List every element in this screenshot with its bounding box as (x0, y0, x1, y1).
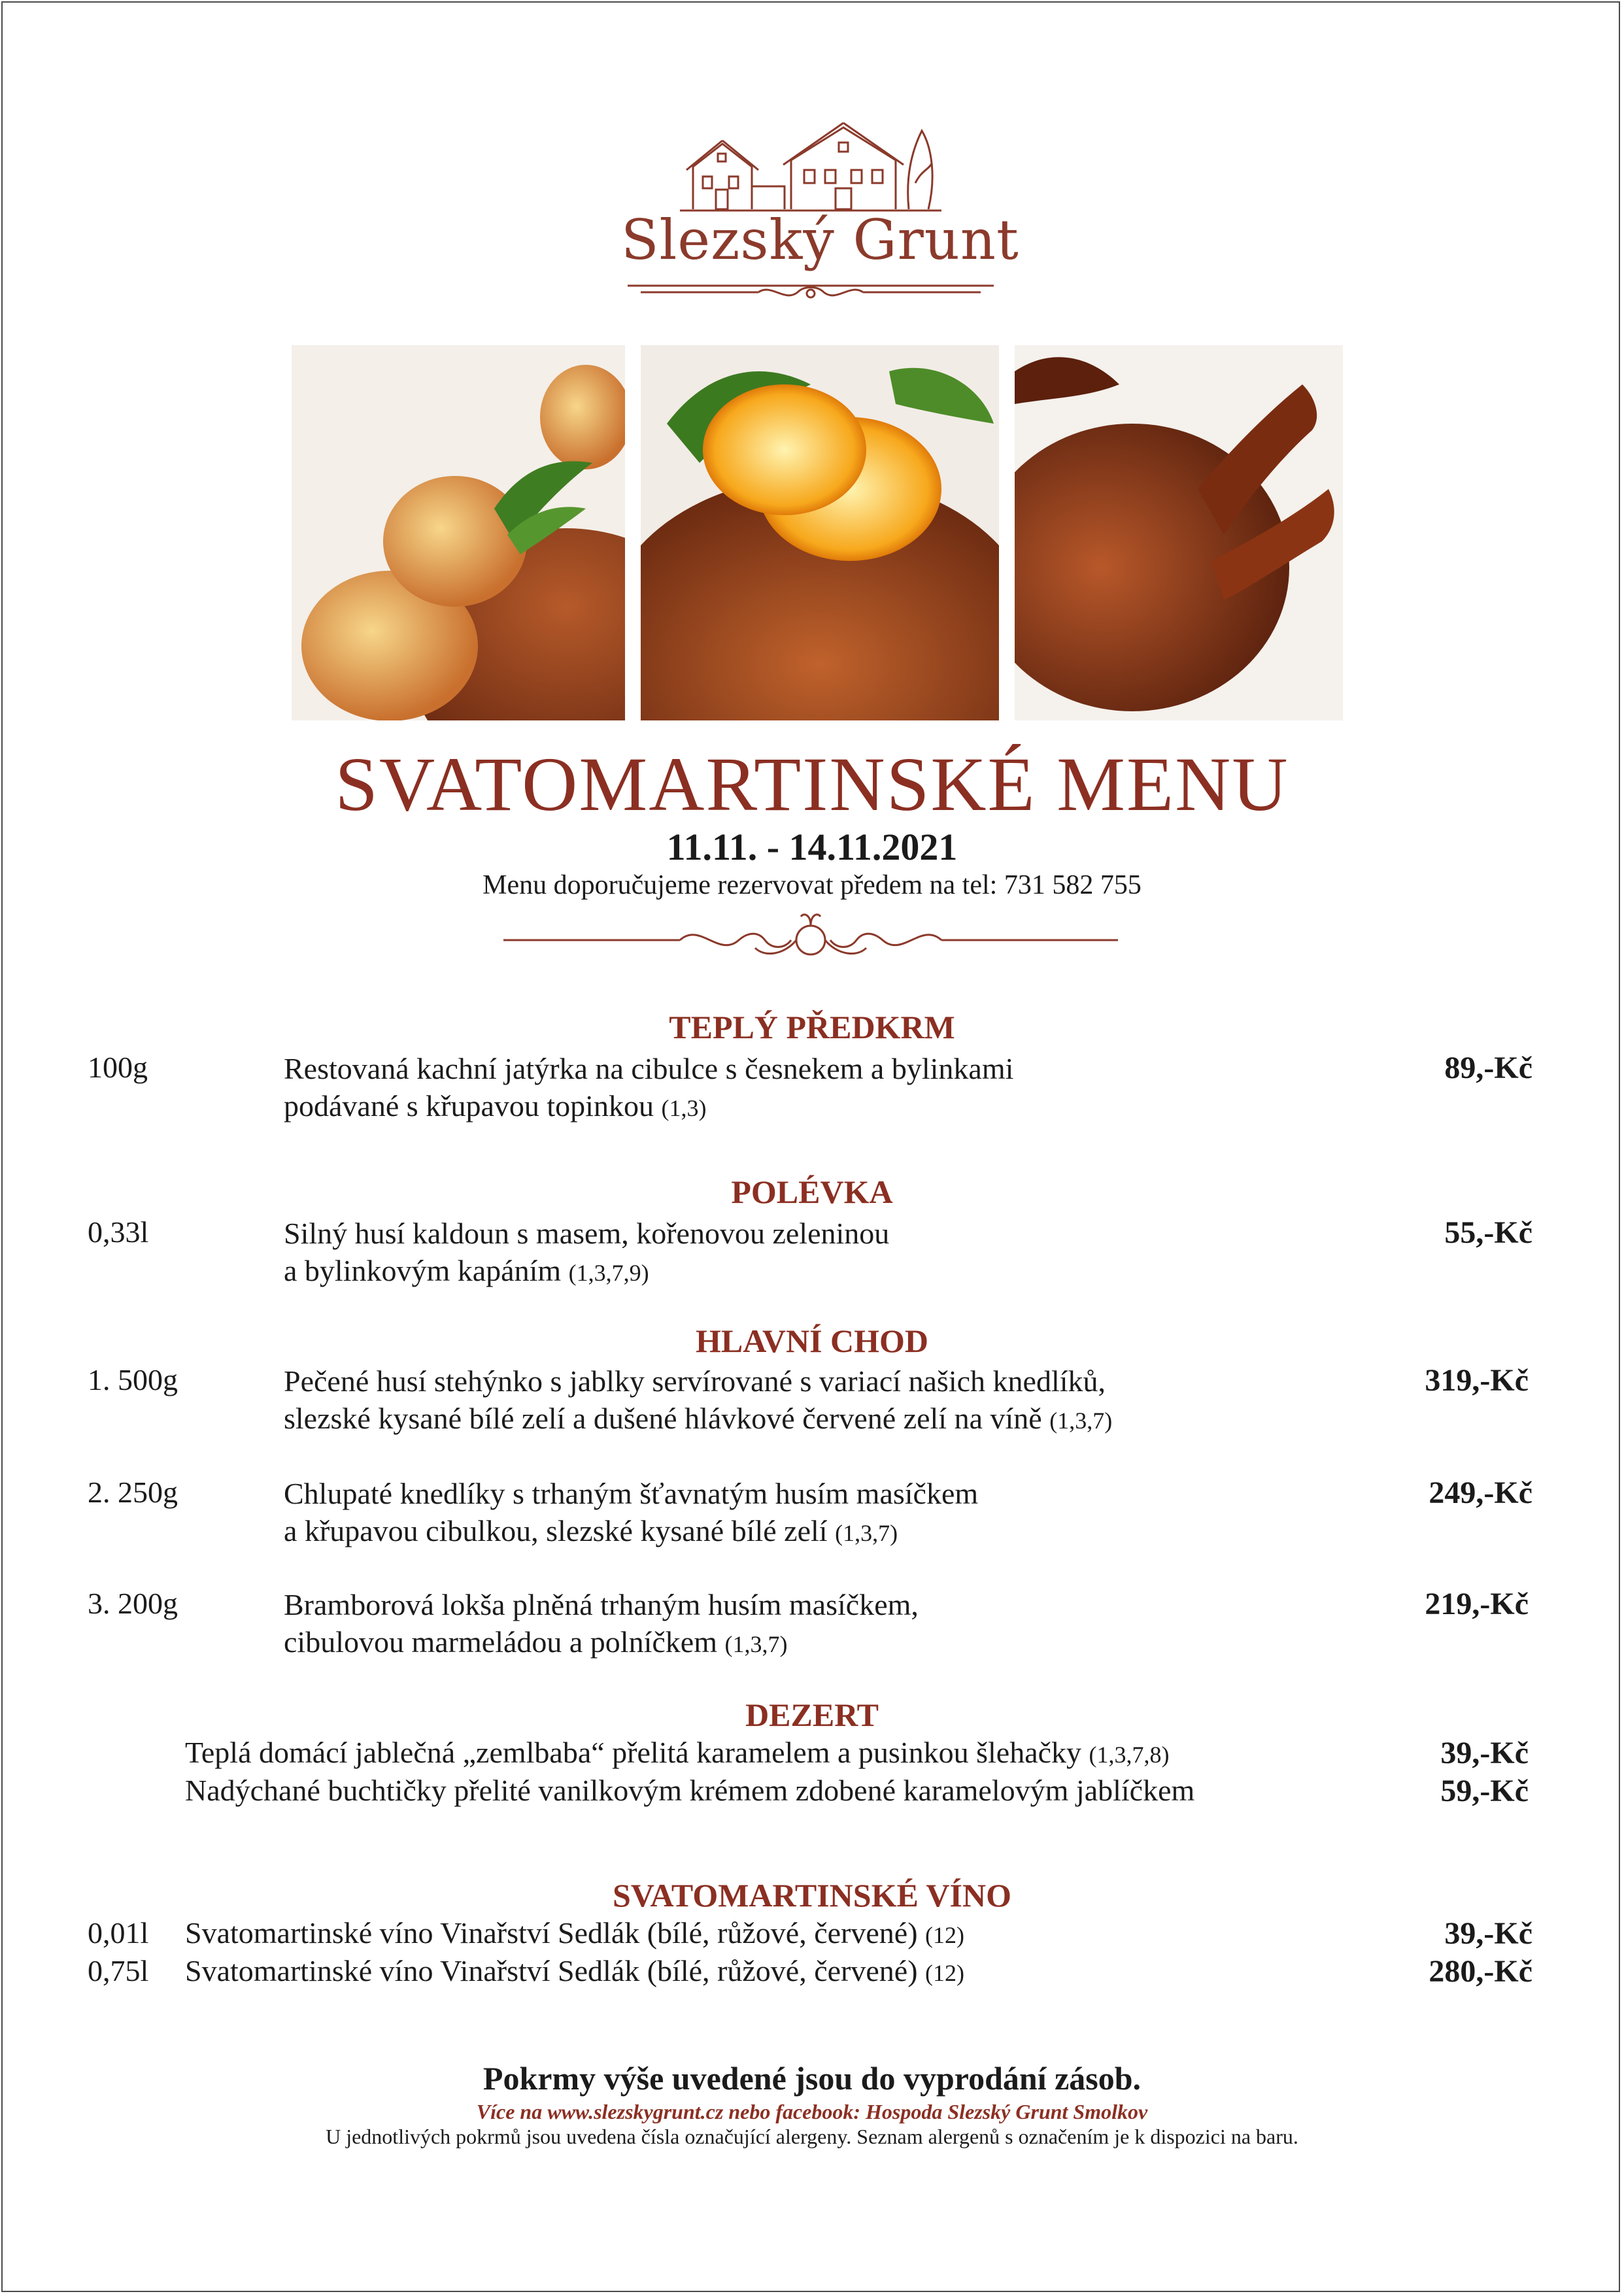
logo-flourish-ornament (628, 278, 994, 304)
starter-quantity: 100g (88, 1051, 148, 1084)
flourish-divider-ornament (503, 909, 1118, 968)
wine-item-price: 280,-Kč (1429, 1954, 1532, 1989)
photo-goose-orange (641, 345, 999, 720)
allergens-note: U jednotlivých pokrmů jsou uvedena čísla označující alergeny. Seznam alergenů s označením je k dispozici na baru. (326, 2125, 1298, 2148)
main-item-price: 219,-Kč (1425, 1587, 1529, 1621)
section-heading-dessert: DEZERT (745, 1697, 879, 1733)
main-item-quantity: 2. 250g (88, 1476, 178, 1509)
wine-item-description: Svatomartinské víno Vinařství Sedlák (bílé, růžové, červené) (12) (185, 1916, 964, 1950)
dessert-item-price: 59,-Kč (1440, 1774, 1529, 1808)
section-heading-starter: TEPLÝ PŘEDKRM (669, 1009, 955, 1045)
photo-baked-apples (292, 345, 625, 720)
soup-description: Silný husí kaldoun s masem, kořenovou zeleninou a bylinkovým kapáním (1,3,7,9) (284, 1217, 890, 1287)
allergen-codes: (1,3) (661, 1095, 707, 1121)
allergen-codes: (1,3,7,9) (568, 1260, 649, 1286)
main-item-quantity: 1. 500g (88, 1363, 178, 1396)
logo-buildings-drawing (680, 105, 941, 222)
main-item-description: Chlupaté knedlíky s trhaným šťavnatým husím masíčkem a křupavou cibulkou, slezské kysané bílé zelí (1,3,7) (284, 1477, 979, 1547)
wine-item-quantity: 0,01l (88, 1916, 149, 1950)
dessert-item-description: Nadýchané buchtičky přelité vanilkovým krémem zdobené karamelovým jablíčkem (185, 1774, 1195, 1807)
allergen-codes: (12) (925, 1960, 964, 1986)
soup-quantity: 0,33l (88, 1215, 149, 1249)
section-heading-main: HLAVNÍ CHOD (695, 1323, 929, 1359)
main-item-description: Bramborová lokša plněná trhaným husím masíčkem, cibulovou marmeládou a polníčkem (1,3,7) (284, 1588, 919, 1659)
menu-dates: 11.11. - 14.11.2021 (666, 826, 958, 868)
allergen-codes: (1,3,7) (1049, 1408, 1113, 1434)
main-item-quantity: 3. 200g (88, 1587, 178, 1620)
main-item-price: 319,-Kč (1425, 1363, 1529, 1398)
main-item-description: Pečené husí stehýnko s jablky servírované s variací našich knedlíků, slezské kysané bílé zelí a dušené hlávkové červené zelí na víně (1,3,7) (284, 1364, 1113, 1435)
allergen-codes: (12) (925, 1922, 964, 1948)
soup-price: 55,-Kč (1444, 1215, 1532, 1250)
section-heading-soup: POLÉVKA (731, 1173, 893, 1210)
dessert-item-description: Teplá domácí jablečná „zemlbaba“ přelitá karamelem a pusinkou šlehačky (1,3,7,8) (185, 1736, 1170, 1769)
section-heading-wine: SVATOMARTINSKÉ VÍNO (613, 1877, 1011, 1914)
starter-description: Restovaná kachní jatýrka na cibulce s česnekem a bylinkami podávané s křupavou topinkou (1,3) (284, 1052, 1014, 1123)
wine-item-quantity: 0,75l (88, 1954, 149, 1987)
dessert-item-price: 39,-Kč (1440, 1736, 1529, 1770)
wine-item-price: 39,-Kč (1444, 1916, 1532, 1951)
website-facebook-note: Více na www.slezskygrunt.cz nebo facebook: Hospoda Slezský Grunt Smolkov (476, 2100, 1148, 2123)
availability-note: Pokrmy výše uvedené jsou do vyprodání zásob. (482, 2060, 1142, 2097)
allergen-codes: (1,3,7,8) (1089, 1742, 1170, 1768)
allergen-codes: (1,3,7) (724, 1631, 788, 1657)
photo-goose-leg (1015, 345, 1343, 720)
reservation-note: Menu doporučujeme rezervovat předem na tel: 731 582 755 (482, 870, 1142, 900)
menu-title: SVATOMARTINSKÉ MENU (335, 741, 1289, 827)
allergen-codes: (1,3,7) (835, 1520, 898, 1546)
starter-price: 89,-Kč (1444, 1051, 1532, 1085)
logo-name: Slezský Grunt (621, 208, 1019, 272)
wine-item-description: Svatomartinské víno Vinařství Sedlák (bílé, růžové, červené) (12) (185, 1954, 964, 1987)
main-item-price: 249,-Kč (1429, 1476, 1532, 1510)
